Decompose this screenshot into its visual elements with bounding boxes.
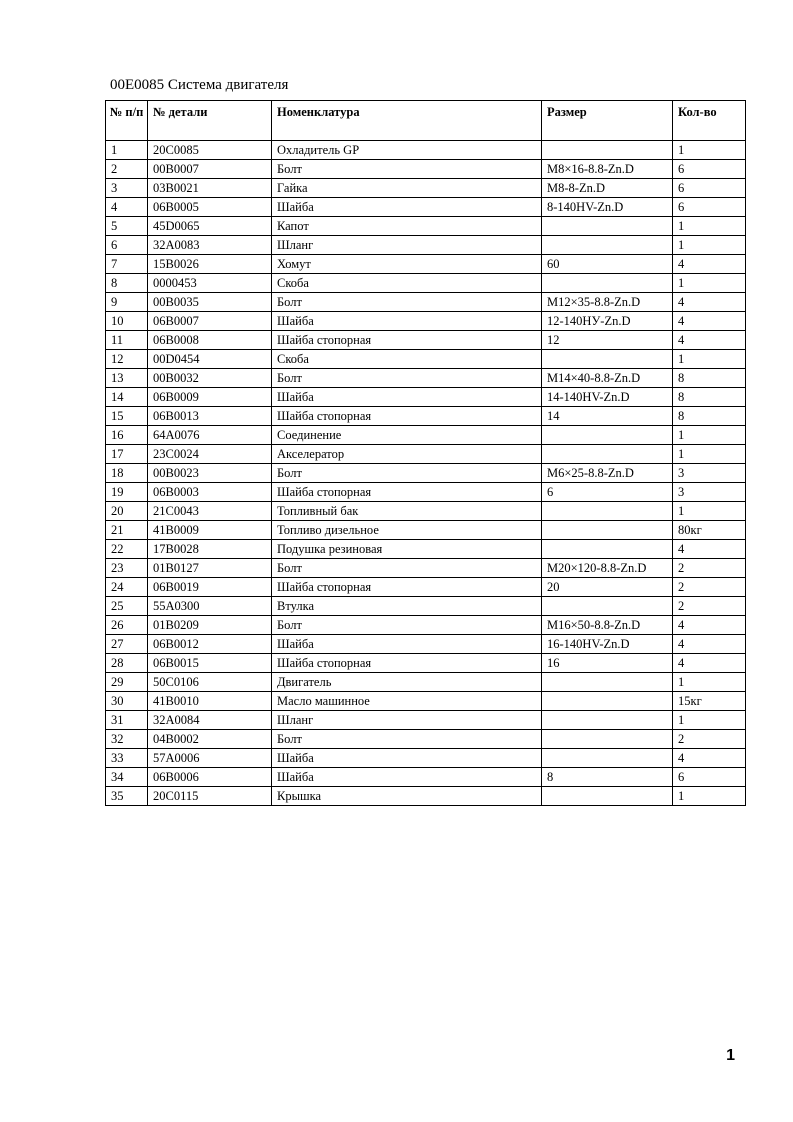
part-number-cell: 20C0085 [148,141,272,160]
size-cell [542,521,673,540]
size-cell: 8-140HV-Zn.D [542,198,673,217]
size-cell [542,730,673,749]
quantity-cell: 1 [673,141,746,160]
table-row [106,540,746,559]
nomenclature-cell: Болт [272,160,542,179]
size-cell: M14×40-8.8-Zn.D [542,369,673,388]
row-num-cell: 4 [106,198,148,217]
nomenclature-cell: Шайба стопорная [272,578,542,597]
size-cell [542,597,673,616]
size-cell: M20×120-8.8-Zn.D [542,559,673,578]
size-cell [542,236,673,255]
quantity-cell: 3 [673,464,746,483]
page-number: 1 [726,1047,735,1064]
part-number-cell: 00B0035 [148,293,272,312]
nomenclature-cell: Шайба [272,635,542,654]
nomenclature-cell: Шайба стопорная [272,331,542,350]
part-number-cell: 06B0019 [148,578,272,597]
row-num-cell: 5 [106,217,148,236]
row-num-cell: 19 [106,483,148,502]
nomenclature-cell: Шланг [272,711,542,730]
row-num-cell: 20 [106,502,148,521]
table-row [106,236,746,255]
nomenclature-cell: Болт [272,293,542,312]
quantity-cell: 1 [673,502,746,521]
size-cell: 16 [542,654,673,673]
part-number-cell: 17B0028 [148,540,272,559]
table-row [106,711,746,730]
nomenclature-cell: Подушка резиновая [272,540,542,559]
quantity-cell: 8 [673,369,746,388]
row-num-cell: 28 [106,654,148,673]
quantity-cell: 4 [673,331,746,350]
nomenclature-cell: Соединение [272,426,542,445]
quantity-cell: 8 [673,407,746,426]
row-num-cell: 30 [106,692,148,711]
quantity-cell: 1 [673,673,746,692]
nomenclature-cell: Скоба [272,274,542,293]
row-num-cell: 32 [106,730,148,749]
row-num-cell: 14 [106,388,148,407]
quantity-cell: 4 [673,654,746,673]
size-cell: 8 [542,768,673,787]
row-num-cell: 29 [106,673,148,692]
size-cell: 12 [542,331,673,350]
part-number-cell: 45D0065 [148,217,272,236]
header-nomenclature: Номенклатура [272,101,542,141]
nomenclature-cell: Шайба [272,388,542,407]
quantity-cell: 8 [673,388,746,407]
table-row [106,179,746,198]
row-num-cell: 35 [106,787,148,806]
row-num-cell: 34 [106,768,148,787]
table-row [106,597,746,616]
nomenclature-cell: Капот [272,217,542,236]
nomenclature-cell: Болт [272,464,542,483]
part-number-cell: 57A0006 [148,749,272,768]
size-cell: 14-140HV-Zn.D [542,388,673,407]
row-num-cell: 11 [106,331,148,350]
table-row [106,559,746,578]
parts-table [105,100,746,806]
size-cell: M16×50-8.8-Zn.D [542,616,673,635]
size-cell: M8-8-Zn.D [542,179,673,198]
nomenclature-cell: Шайба [272,768,542,787]
row-num-cell: 3 [106,179,148,198]
table-row [106,407,746,426]
table-row [106,654,746,673]
part-number-cell: 06B0008 [148,331,272,350]
quantity-cell: 1 [673,350,746,369]
size-cell: M12×35-8.8-Zn.D [542,293,673,312]
quantity-cell: 15кг [673,692,746,711]
size-cell: M6×25-8.8-Zn.D [542,464,673,483]
size-cell [542,749,673,768]
table-row [106,293,746,312]
part-number-cell: 01B0127 [148,559,272,578]
part-number-cell: 04B0002 [148,730,272,749]
nomenclature-cell: Двигатель [272,673,542,692]
header-quantity: Кол-во [673,101,746,141]
part-number-cell: 06B0005 [148,198,272,217]
table-row [106,521,746,540]
parts-table-body [106,141,746,806]
part-number-cell: 55A0300 [148,597,272,616]
nomenclature-cell: Шайба [272,198,542,217]
row-num-cell: 25 [106,597,148,616]
part-number-cell: 15B0026 [148,255,272,274]
nomenclature-cell: Гайка [272,179,542,198]
row-num-cell: 15 [106,407,148,426]
row-num-cell: 22 [106,540,148,559]
quantity-cell: 1 [673,787,746,806]
quantity-cell: 1 [673,236,746,255]
row-num-cell: 23 [106,559,148,578]
quantity-cell: 2 [673,578,746,597]
header-row [106,101,746,141]
table-row [106,426,746,445]
size-cell [542,445,673,464]
part-number-cell: 41B0010 [148,692,272,711]
part-number-cell: 06B0006 [148,768,272,787]
table-row [106,730,746,749]
quantity-cell: 1 [673,217,746,236]
table-row [106,787,746,806]
row-num-cell: 27 [106,635,148,654]
row-num-cell: 26 [106,616,148,635]
table-row [106,692,746,711]
table-row [106,616,746,635]
nomenclature-cell: Шайба [272,749,542,768]
quantity-cell: 6 [673,198,746,217]
row-num-cell: 6 [106,236,148,255]
nomenclature-cell: Топливный бак [272,502,542,521]
size-cell: 20 [542,578,673,597]
nomenclature-cell: Масло машинное [272,692,542,711]
row-num-cell: 12 [106,350,148,369]
nomenclature-cell: Болт [272,730,542,749]
nomenclature-cell: Скоба [272,350,542,369]
quantity-cell: 80кг [673,521,746,540]
size-cell [542,274,673,293]
quantity-cell: 2 [673,730,746,749]
size-cell: 6 [542,483,673,502]
part-number-cell: 00B0007 [148,160,272,179]
part-number-cell: 23C0024 [148,445,272,464]
row-num-cell: 1 [106,141,148,160]
size-cell [542,711,673,730]
table-row [106,388,746,407]
quantity-cell: 4 [673,540,746,559]
table-row [106,160,746,179]
part-number-cell: 06B0012 [148,635,272,654]
row-num-cell: 9 [106,293,148,312]
row-num-cell: 8 [106,274,148,293]
part-number-cell: 32A0084 [148,711,272,730]
row-num-cell: 18 [106,464,148,483]
part-number-cell: 06B0009 [148,388,272,407]
row-num-cell: 21 [106,521,148,540]
nomenclature-cell: Болт [272,369,542,388]
quantity-cell: 2 [673,597,746,616]
size-cell [542,502,673,521]
size-cell [542,426,673,445]
quantity-cell: 3 [673,483,746,502]
part-number-cell: 06B0013 [148,407,272,426]
part-number-cell: 21C0043 [148,502,272,521]
nomenclature-cell: Хомут [272,255,542,274]
table-row [106,331,746,350]
header-num: № п/п [106,101,148,141]
part-number-cell: 03B0021 [148,179,272,198]
quantity-cell: 6 [673,179,746,198]
quantity-cell: 6 [673,160,746,179]
nomenclature-cell: Шланг [272,236,542,255]
nomenclature-cell: Крышка [272,787,542,806]
row-num-cell: 31 [106,711,148,730]
part-number-cell: 64A0076 [148,426,272,445]
quantity-cell: 4 [673,312,746,331]
table-row [106,464,746,483]
size-cell [542,217,673,236]
size-cell: 14 [542,407,673,426]
quantity-cell: 4 [673,635,746,654]
header-part-number: № детали [148,101,272,141]
table-row [106,198,746,217]
table-row [106,502,746,521]
table-row [106,635,746,654]
part-number-cell: 06B0015 [148,654,272,673]
part-number-cell: 00D0454 [148,350,272,369]
table-row [106,141,746,160]
part-number-cell: 32A0083 [148,236,272,255]
nomenclature-cell: Топливо дизельное [272,521,542,540]
size-cell [542,787,673,806]
size-cell [542,350,673,369]
row-num-cell: 16 [106,426,148,445]
part-number-cell: 0000453 [148,274,272,293]
quantity-cell: 1 [673,711,746,730]
quantity-cell: 2 [673,559,746,578]
table-row [106,749,746,768]
quantity-cell: 1 [673,426,746,445]
table-row [106,312,746,331]
quantity-cell: 1 [673,445,746,464]
table-row [106,274,746,293]
table-row [106,578,746,597]
part-number-cell: 20C0115 [148,787,272,806]
table-row [106,255,746,274]
nomenclature-cell: Шайба стопорная [272,407,542,426]
nomenclature-cell: Акселератор [272,445,542,464]
table-row [106,369,746,388]
table-row [106,350,746,369]
part-number-cell: 00B0023 [148,464,272,483]
size-cell [542,692,673,711]
size-cell: 60 [542,255,673,274]
row-num-cell: 7 [106,255,148,274]
quantity-cell: 1 [673,274,746,293]
row-num-cell: 2 [106,160,148,179]
quantity-cell: 4 [673,616,746,635]
size-cell [542,540,673,559]
table-row [106,445,746,464]
nomenclature-cell: Шайба [272,312,542,331]
part-number-cell: 06B0003 [148,483,272,502]
size-cell: 12-140НУ-Zn.D [542,312,673,331]
nomenclature-cell: Болт [272,616,542,635]
quantity-cell: 4 [673,255,746,274]
row-num-cell: 24 [106,578,148,597]
size-cell: M8×16-8.8-Zn.D [542,160,673,179]
nomenclature-cell: Втулка [272,597,542,616]
row-num-cell: 10 [106,312,148,331]
part-number-cell: 00B0032 [148,369,272,388]
row-num-cell: 33 [106,749,148,768]
nomenclature-cell: Шайба стопорная [272,483,542,502]
part-number-cell: 50C0106 [148,673,272,692]
table-row [106,483,746,502]
document-title: 00E0085 Система двигателя [110,77,289,93]
parts-table-header [106,101,746,141]
table-row [106,217,746,236]
part-number-cell: 06B0007 [148,312,272,331]
quantity-cell: 4 [673,749,746,768]
size-cell [542,141,673,160]
row-num-cell: 13 [106,369,148,388]
table-row [106,673,746,692]
size-cell [542,673,673,692]
size-cell: 16-140HV-Zn.D [542,635,673,654]
nomenclature-cell: Охладитель GP [272,141,542,160]
quantity-cell: 4 [673,293,746,312]
part-number-cell: 01B0209 [148,616,272,635]
nomenclature-cell: Шайба стопорная [272,654,542,673]
header-size: Размер [542,101,673,141]
nomenclature-cell: Болт [272,559,542,578]
quantity-cell: 6 [673,768,746,787]
row-num-cell: 17 [106,445,148,464]
part-number-cell: 41B0009 [148,521,272,540]
table-row [106,768,746,787]
